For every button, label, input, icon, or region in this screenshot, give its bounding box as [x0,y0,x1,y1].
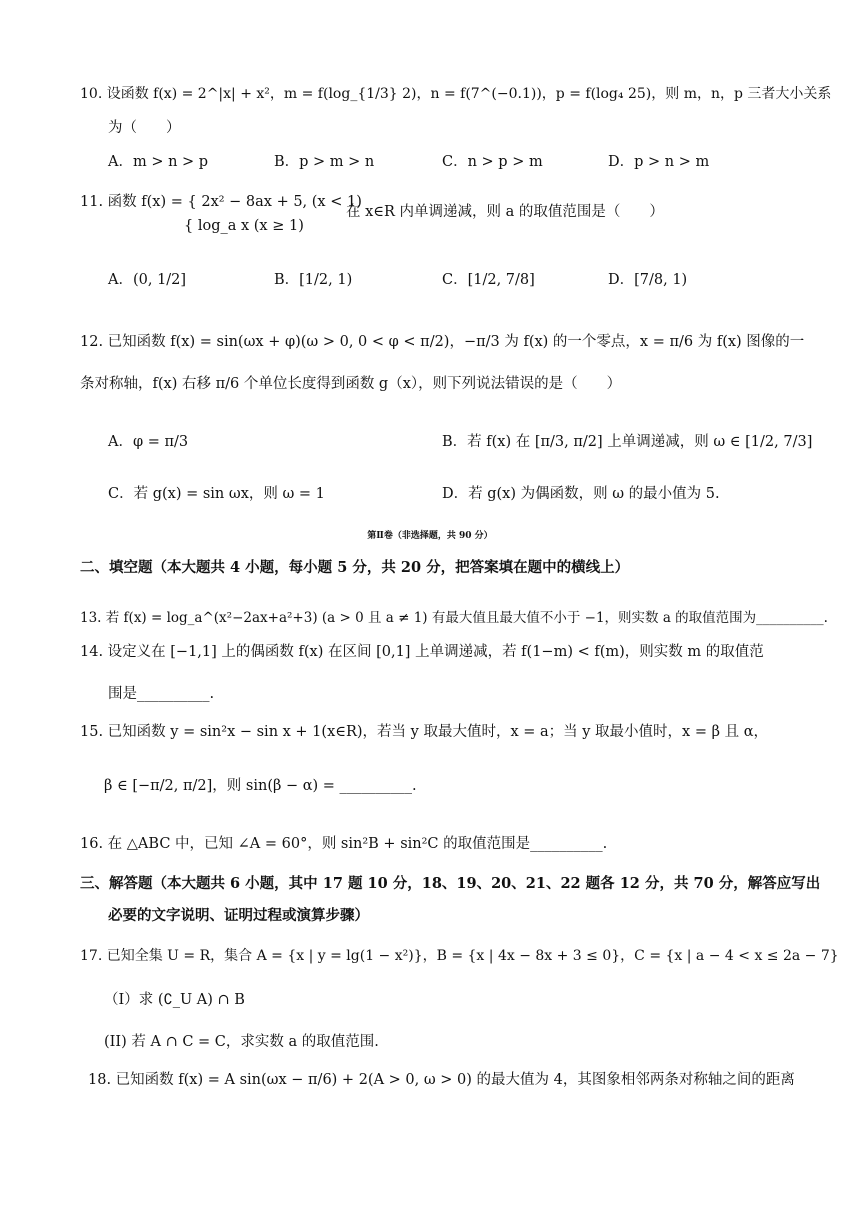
section3-title-line2: 必要的文字说明、证明过程或演算步骤） [108,907,369,924]
q10-line2: 为（ ） [108,120,181,136]
q10-option-a: A．m > n > p [108,154,209,170]
q11-line2: { log_a x (x ≥ 1) [184,218,304,234]
q11-option-c: C．[1/2, 7/8] [442,272,535,288]
q11-option-a: A．(0, 1/2] [108,272,187,288]
q12-line2: 条对称轴，f(x) 右移 π/6 个单位长度得到函数 g（x），则下列说法错误的是（ ） [80,376,622,392]
q11-line1b: 在 x∈R 内单调递减，则 a 的取值范围是（ ） [346,204,664,220]
part2-title: 第Ⅱ卷（非选择题，共 90 分） [367,531,493,541]
q17-part2: (II) 若 A ∩ C = C，求实数 a 的取值范围. [104,1034,379,1050]
q12-line1: 12. 已知函数 f(x) = sin(ωx + φ)(ω > 0, 0 < φ < π/2)，−π/3 为 f(x) 的一个零点，x = π/6 为 f(x) 图像的一 [80,334,805,350]
section2-title: 二、填空题（本大题共 4 小题，每小题 5 分，共 20 分，把答案填在题中的横线上） [80,559,630,576]
q15-line1: 15. 已知函数 y = sin²x − sin x + 1(x∈R)，若当 y 取最大值时，x = a；当 y 取最小值时，x = β 且 α， [80,724,768,740]
q14-line2: 围是__________. [108,686,215,702]
q12-option-d: D．若 g(x) 为偶函数，则 ω 的最小值为 5. [442,486,720,502]
q10-option-d: D．p > n > m [608,154,710,170]
q17-part1: （Ⅰ）求 (∁_U A) ∩ B [104,992,245,1008]
question-18: 18. 已知函数 f(x) = A sin(ωx − π/6) + 2(A > 0, ω > 0) 的最大值为 4，其图象相邻两条对称轴之间的距离 [88,1072,795,1088]
question-16: 16. 在 △ABC 中，已知 ∠A = 60°，则 sin²B + sin²C 的取值范围是__________. [80,836,608,852]
q12-option-c: C．若 g(x) = sin ωx，则 ω = 1 [108,486,325,502]
q11-option-b: B．[1/2, 1) [274,272,353,288]
q14-line1: 14. 设定义在 [−1,1] 上的偶函数 f(x) 在区间 [0,1] 上单调递减，若 f(1−m) < f(m)，则实数 m 的取值范 [80,644,764,660]
question-13: 13. 若 f(x) = log_a^(x²−2ax+a²+3) (a > 0 且 a ≠ 1) 有最大值且最大值不小于 −1，则实数 a 的取值范围为__________. [80,610,828,626]
section3-title-line1: 三、解答题（本大题共 6 小题，其中 17 题 10 分，18、19、20、21、22 题各 12 分，共 70 分，解答应写出 [80,875,821,892]
q10-option-b: B．p > m > n [274,154,375,170]
q11-line1: 11. 函数 f(x) = { 2x² − 8ax + 5, (x < 1) [80,194,362,210]
q10-line1: 10. 设函数 f(x) = 2^|x| + x²，m = f(log_{1/3} 2)，n = f(7^(−0.1))，p = f(log₄ 25)，则 m，n，p 三者大小关系 [80,86,832,102]
q12-option-a: A．φ = π/3 [108,434,189,450]
q17-line1: 17. 已知全集 U = R，集合 A = {x | y = lg(1 − x²)}，B = {x | 4x − 8x + 3 ≤ 0}，C = {x | a − 4 < x ≤ 2a − 7} [80,948,839,964]
q12-option-b: B．若 f(x) 在 [π/3, π/2] 上单调递减，则 ω ∈ [1/2, 7/3] [442,434,813,450]
q10-option-c: C．n > p > m [442,154,543,170]
q15-line2: β ∈ [−π/2, π/2]，则 sin(β − α) = __________. [104,778,417,794]
q11-option-d: D．[7/8, 1) [608,272,688,288]
